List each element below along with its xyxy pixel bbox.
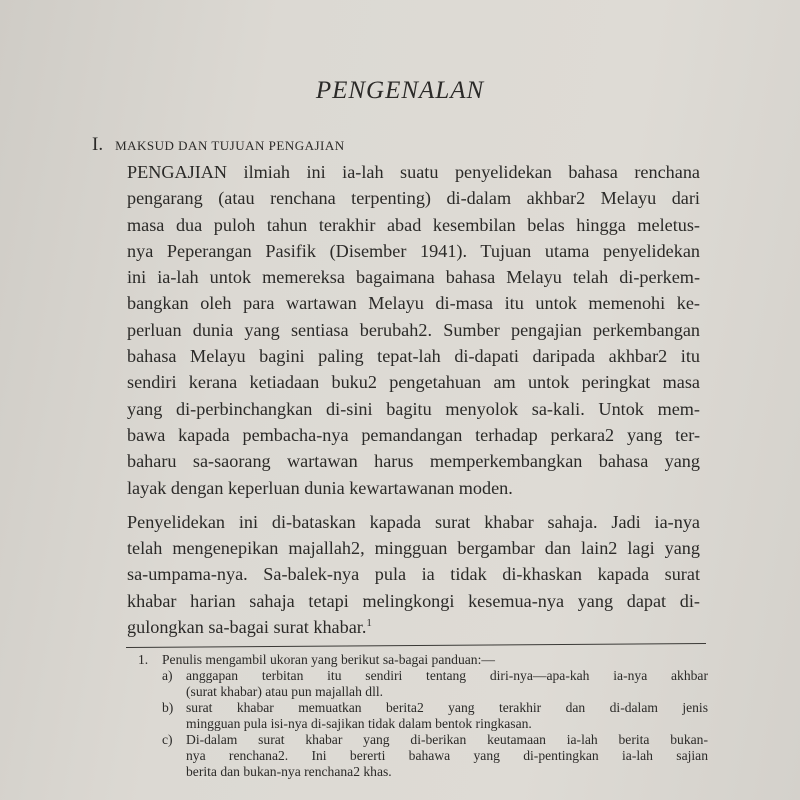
body-line (127, 290, 700, 316)
body-line (127, 448, 700, 474)
body-text (127, 159, 700, 640)
body-line (127, 588, 700, 614)
line-text: berita dan bukan-nya renchana2 khas. (186, 764, 392, 779)
footnote-divider (126, 643, 706, 648)
line-text: mingguan pula isi-nya di-sajikan tidak dalam bentok ringkasan. (186, 716, 532, 731)
body-line (127, 317, 700, 343)
body-line (127, 159, 700, 185)
line-text: layak dengan keperluan dunia kewartawanan moden. (127, 477, 513, 498)
line-text: (surat khabar) atau pun majallah dll. (186, 684, 384, 699)
body-line (127, 369, 700, 395)
footnote-item-line (138, 732, 708, 748)
line-text: PENGAJIAN ilmiah ini ia-lah suatu penyelidekan bahasa renchana (127, 162, 700, 182)
body-line (127, 614, 700, 640)
body-line (127, 422, 700, 448)
body-line (127, 561, 700, 587)
line-text: surat khabar memuatkan berita2 yang terakhir dan di-dalam jenis (186, 700, 708, 715)
body-line (127, 264, 700, 290)
section-title: MAKSUD DAN TUJUAN PENGAJIAN (115, 138, 345, 153)
body-line (127, 475, 700, 501)
footnote-item-line (138, 700, 708, 716)
footnote-intro (138, 652, 708, 668)
footnote-number: 1. (138, 652, 149, 667)
body-line (127, 238, 700, 264)
footnote-item-label: b) (162, 700, 174, 715)
body-line (127, 343, 700, 369)
line-text: bangkan oleh para wartawan Melayu di-masa itu untok memenohi ke- (127, 293, 700, 314)
footnote-item-line (138, 684, 708, 700)
body-line (127, 185, 700, 211)
footnote-intro-text: Penulis mengambil ukoran yang berikut sa-bagai panduan:— (162, 652, 495, 667)
body-line (127, 396, 700, 422)
body-line (127, 212, 700, 238)
line-text: nya Peperangan Pasifik (Disember 1941). Tujuan utama penyelidekan (127, 240, 700, 261)
line-text: anggapan terbitan itu sendiri tentang diri-nya—apa-kah ia-nya akhbar (186, 668, 708, 683)
footnote-ref[interactable]: 1 (366, 616, 372, 629)
line-text: yang di-perbinchangkan di-sini bagitu menyolok sa-kali. Untok mem- (127, 398, 700, 419)
footnote-item-line (138, 668, 708, 684)
footnote-item-line (138, 764, 708, 780)
line-text: ini ia-lah untok memereksa bagaimana bahasa Melayu telah di-perkem- (127, 267, 700, 288)
body-line (127, 509, 700, 535)
footnote-item-label: c) (162, 732, 173, 747)
body-line (127, 535, 700, 561)
line-text: masa dua puloh tahun terakhir abad kesembilan belas hingga meletus- (127, 214, 700, 235)
line-text: Di-dalam surat khabar yang di-berikan keutamaan ia-lah berita bukan- (186, 732, 708, 747)
line-text: khabar harian sahaja tetapi melingkongi kesemua-nya yang dapat di- (127, 590, 700, 611)
line-text: sendiri kerana ketiadaan buku2 pengetahuan am untok peringkat masa (127, 372, 700, 393)
line-text: pengarang (atau renchana terpenting) di-dalam akhbar2 Melayu dari (127, 188, 700, 209)
footnote-item-line (138, 716, 708, 732)
line-text: Penyelidekan ini di-bataskan kapada surat khabar sahaja. Jadi ia-nya (127, 511, 700, 532)
paragraph-gap (127, 501, 700, 509)
page-title: PENGENALAN (315, 77, 485, 104)
line-text: gulongkan sa-bagai surat khabar. (127, 617, 367, 638)
footnote (138, 652, 708, 780)
line-text: bahasa Melayu bagini paling tepat-lah di-dapati daripada akhbar2 itu (127, 346, 700, 367)
line-text: perluan dunia yang sentiasa berubah2. Sumber pengajian perkembangan (127, 319, 700, 340)
line-text: sa-umpama-nya. Sa-balek-nya pula ia tidak di-khaskan kapada surat (127, 564, 700, 585)
section-number: I. (92, 134, 104, 155)
section-heading (92, 135, 345, 155)
line-text: bawa kapada pembacha-nya pemandangan terhadap perkara2 yang ter- (127, 424, 700, 445)
line-text: baharu sa-saorang wartawan harus memperkembangkan bahasa yang (127, 451, 700, 472)
footnote-item-line (138, 748, 708, 764)
line-text: telah mengenepikan majallah2, mingguan bergambar dan lain2 lagi yang (127, 538, 700, 559)
footnote-item-label: a) (162, 668, 173, 683)
line-text: nya renchana2. Ini bererti bahawa yang di-pentingkan ia-lah sajian (186, 748, 708, 763)
